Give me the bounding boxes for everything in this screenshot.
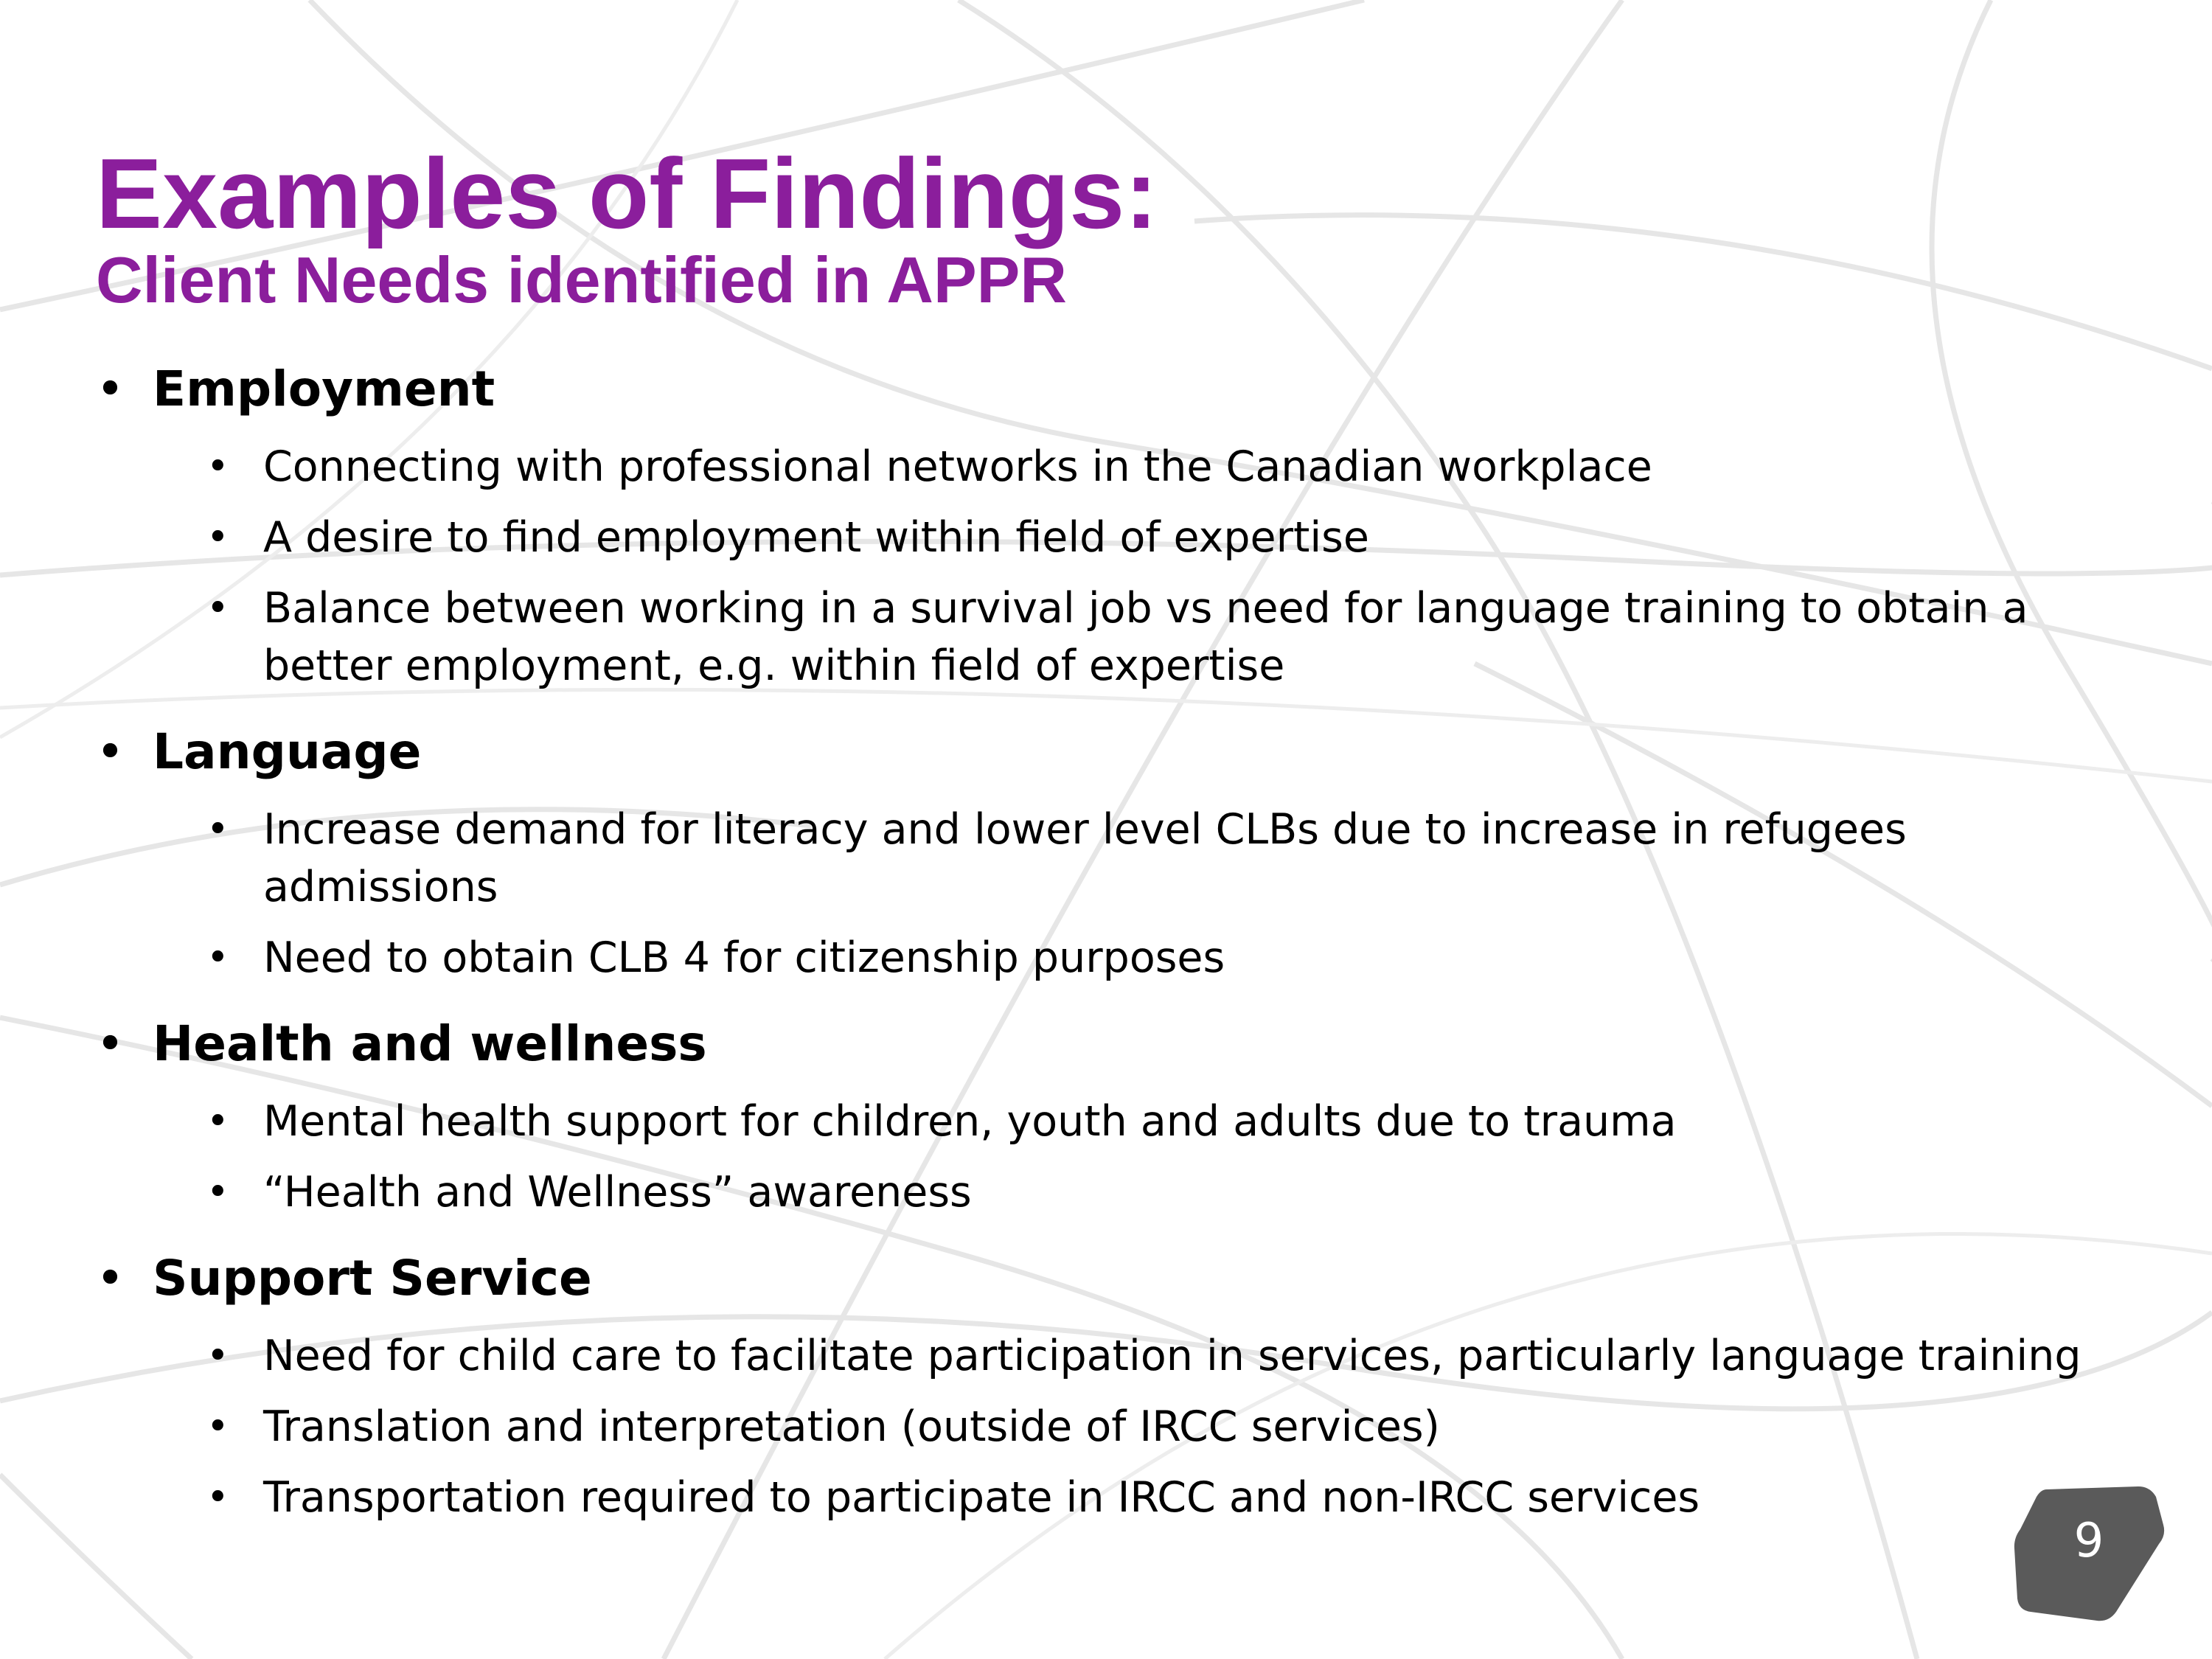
list-item [96,509,2131,566]
section-items [96,1093,2131,1221]
list-item-text: Need to obtain CLB 4 for citizenship purposes [263,933,1225,982]
section-support-service [96,1243,2131,1526]
bullet-icon: • [96,1015,125,1072]
slide-title: Examples of Findings: [96,138,1158,249]
list-item-text: Translation and interpretation (outside of IRCC services) [263,1402,1440,1451]
list-item [96,1093,2131,1150]
section-heading-text: Health and wellness [153,1015,707,1072]
section-health-and-wellness [96,1009,2131,1221]
list-item [96,1398,2131,1455]
bullet-icon: • [206,807,229,852]
list-item-text: “Health and Wellness” awareness [263,1168,972,1217]
list-item [96,801,2131,916]
findings-list [96,354,2131,1526]
list-item-text: Transportation required to participate in IRCC and non-IRCC services [263,1473,1700,1522]
list-item-text: Balance between working in a survival job vs need for language training to obtain a better employment, e.g. within field of expertise [263,584,2028,690]
section-heading-text: Employment [153,361,495,417]
section-heading-text: Support Service [153,1250,592,1307]
list-item [96,1327,2131,1385]
list-item [96,438,2131,495]
list-item [96,1469,2131,1526]
list-item-text: Need for child care to facilitate participation in services, particularly language training [263,1332,2081,1380]
section-items [96,801,2131,987]
bullet-icon: • [206,445,229,489]
section-language [96,717,2131,987]
section-heading [96,717,2131,787]
page-number: 9 [2073,1514,2104,1568]
bullet-icon: • [206,1099,229,1144]
list-item [96,929,2131,987]
bullet-icon: • [206,515,229,560]
list-item [96,580,2131,695]
bullet-icon: • [206,1405,229,1449]
bullet-icon: • [206,936,229,980]
bullet-icon: • [206,1170,229,1214]
section-items [96,438,2131,695]
section-items [96,1327,2131,1526]
slide-subtitle: Client Needs identified in APPR [96,243,1067,316]
section-heading [96,354,2131,425]
bullet-icon: • [96,1250,125,1307]
list-item-text: Connecting with professional networks in the Canadian workplace [263,442,1652,491]
bullet-icon: • [96,723,125,780]
list-item-text: Increase demand for literacy and lower level CLBs due to increase in refugees admissions [263,805,1907,911]
list-item [96,1164,2131,1221]
section-heading [96,1243,2131,1314]
section-heading [96,1009,2131,1079]
section-employment [96,354,2131,695]
bullet-icon: • [206,586,229,630]
bullet-icon: • [206,1334,229,1378]
bullet-icon: • [96,361,125,417]
list-item-text: Mental health support for children, youth and adults due to trauma [263,1097,1677,1146]
list-item-text: A desire to find employment within field of expertise [263,513,1369,562]
section-heading-text: Language [153,723,422,780]
bullet-icon: • [206,1475,229,1520]
